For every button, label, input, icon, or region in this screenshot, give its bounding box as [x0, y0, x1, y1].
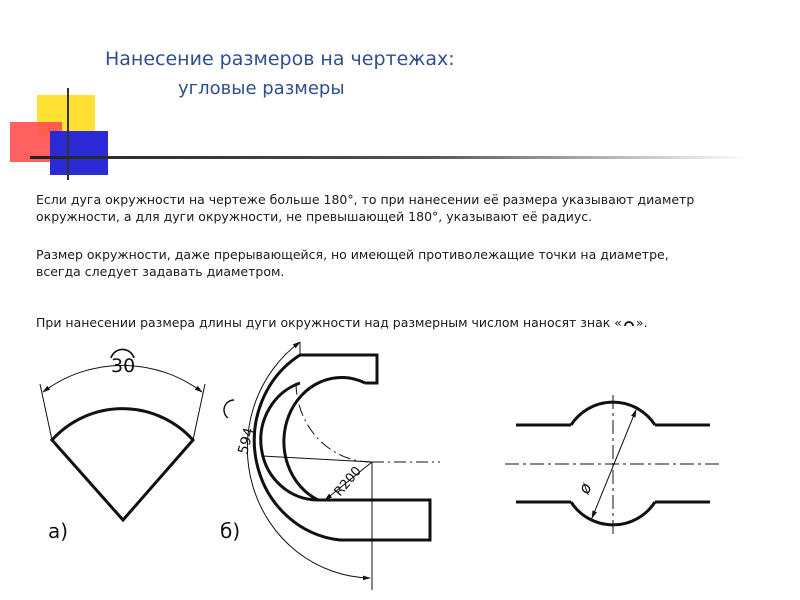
figure-b-arc-dimension: 594	[235, 426, 258, 457]
figure-a-label: а)	[48, 519, 69, 543]
figure-c-circle	[505, 395, 720, 535]
figure-a-sector	[40, 349, 205, 543]
paragraph-line: Если дуга окружности на чертеже больше 180°, то при нанесении её размера указывают диаметр	[36, 192, 695, 207]
page-title: Нанесение размеров на чертежах:	[105, 48, 455, 70]
page-subtitle: угловые размеры	[178, 78, 345, 99]
paragraph-text: ».	[635, 315, 648, 330]
paragraph-line: всегда следует задавать диаметром.	[36, 264, 285, 279]
paragraph-line: окружности, а для дуги окружности, не превышающей 180°, указывают её радиус.	[36, 209, 593, 224]
figure-b-bend	[220, 342, 440, 590]
figure-c-diameter: ø	[574, 479, 596, 497]
paragraph-text: При нанесении размера длины дуги окружности над размерным числом наносят знак «	[36, 315, 622, 330]
figure-a-dimension: 30	[111, 355, 136, 377]
paragraph-line: Размер окружности, даже прерывающейся, но имеющей противолежащие точки на диаметре,	[36, 247, 669, 262]
figure-b-radius: R200	[331, 463, 365, 500]
figure-b-label: б)	[220, 519, 241, 543]
